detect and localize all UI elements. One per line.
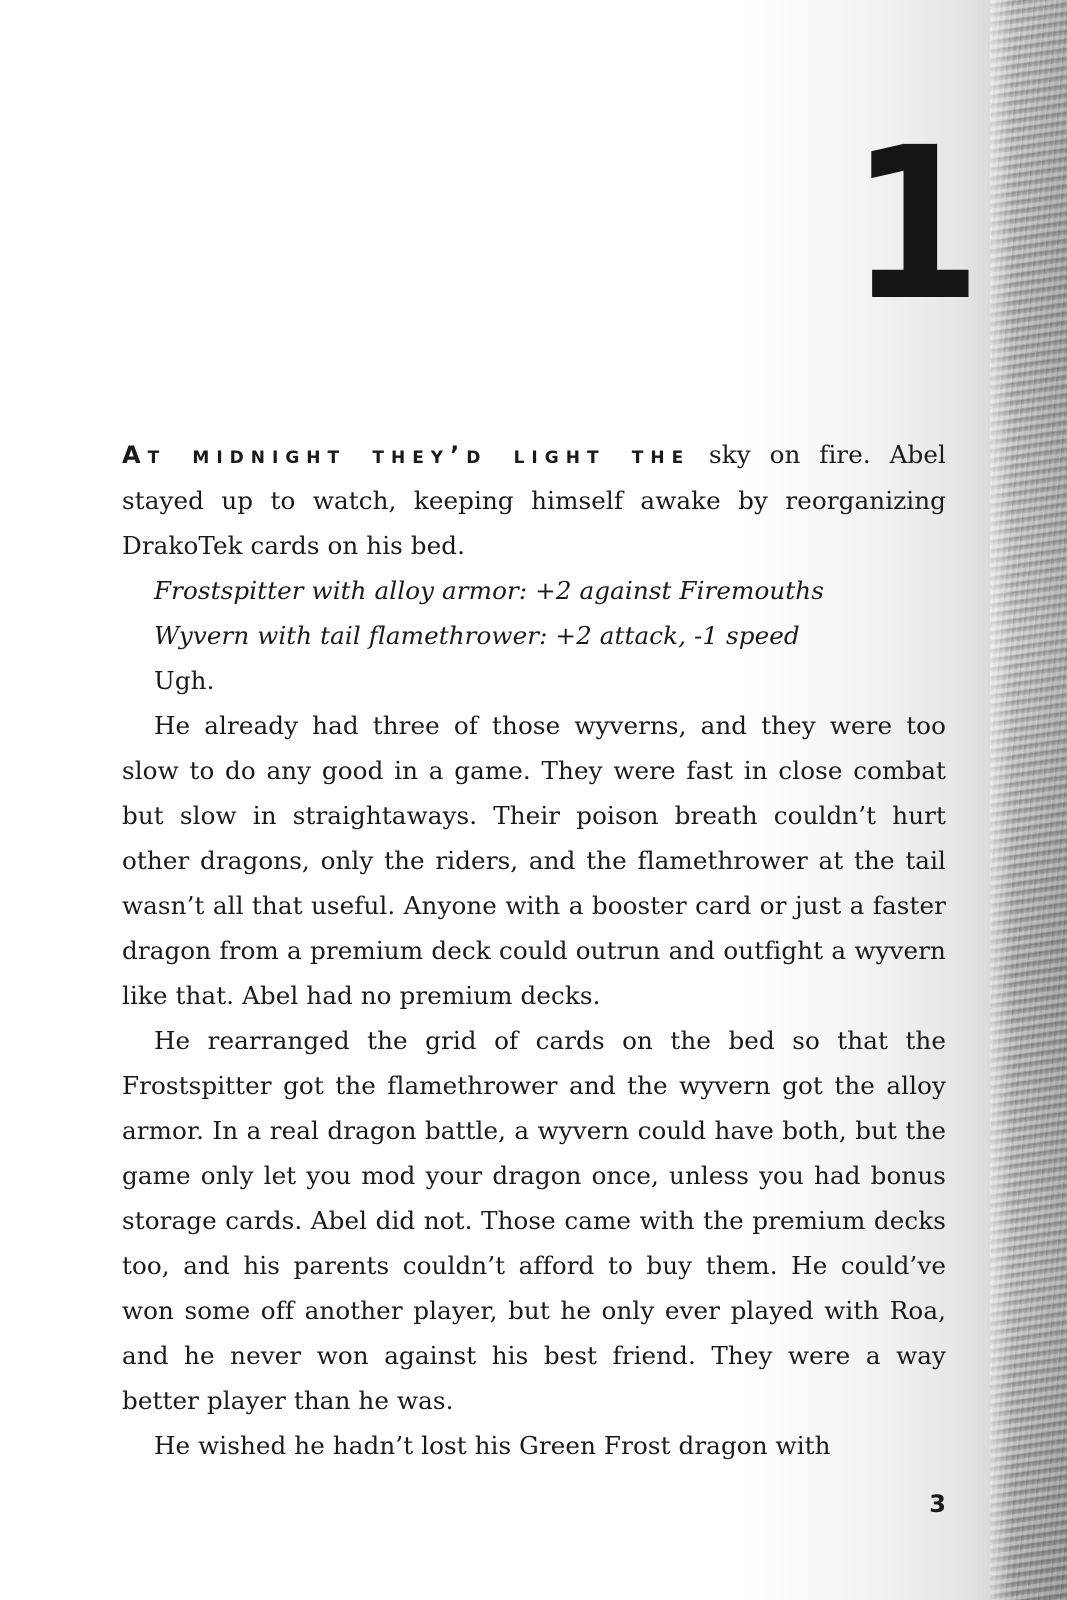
lead-small-caps: At midnight they’d light the (122, 441, 691, 469)
page-number: 3 (929, 1490, 946, 1518)
paragraph-wyverns: He already had three of those wyverns, and they were too slow to do any good in a game. They were fast in close combat but slow in straightaways. Their poison breath couldn’t hurt other dragons, only the riders, and the flamethrower at the tail wasn’t all that useful. Anyone with a booster card or just a faster dragon from a premium deck could outrun and outfight a wyvern like that. Abel had no premium decks. (122, 711, 946, 1010)
paragraph-opening-rest: sky on fire. Abel stayed up to watch, keeping himself awake by reorganizing DrakoTek cards on his bed. (122, 440, 946, 560)
page-edge-texture (990, 0, 1067, 1600)
paragraph-rearranged: He rearranged the grid of cards on the bed so that the Frostspitter got the flamethrower and the wyvern got the alloy armor. In a real dragon battle, a wyvern could have both, but the game only let you mod your dragon once, unless you had bonus storage cards. Abel did not. Those came with the premium decks too, and his parents couldn’t afford to buy them. He could’ve won some off another player, but he only ever played with Roa, and he never won against his best friend. They were a way better player than he was. (122, 1026, 946, 1415)
body-text (122, 432, 946, 1468)
paragraph-green-frost: He wished he hadn’t lost his Green Frost dragon with (154, 1431, 831, 1460)
paragraph-ugh: Ugh. (154, 666, 215, 695)
card-line-frostspitter: Frostspitter with alloy armor: +2 against Firemouths (154, 576, 824, 605)
paragraph-opening (122, 432, 946, 568)
chapter-number: 1 (850, 102, 982, 347)
card-line-wyvern: Wyvern with tail flamethrower: +2 attack, -1 speed (154, 621, 800, 650)
